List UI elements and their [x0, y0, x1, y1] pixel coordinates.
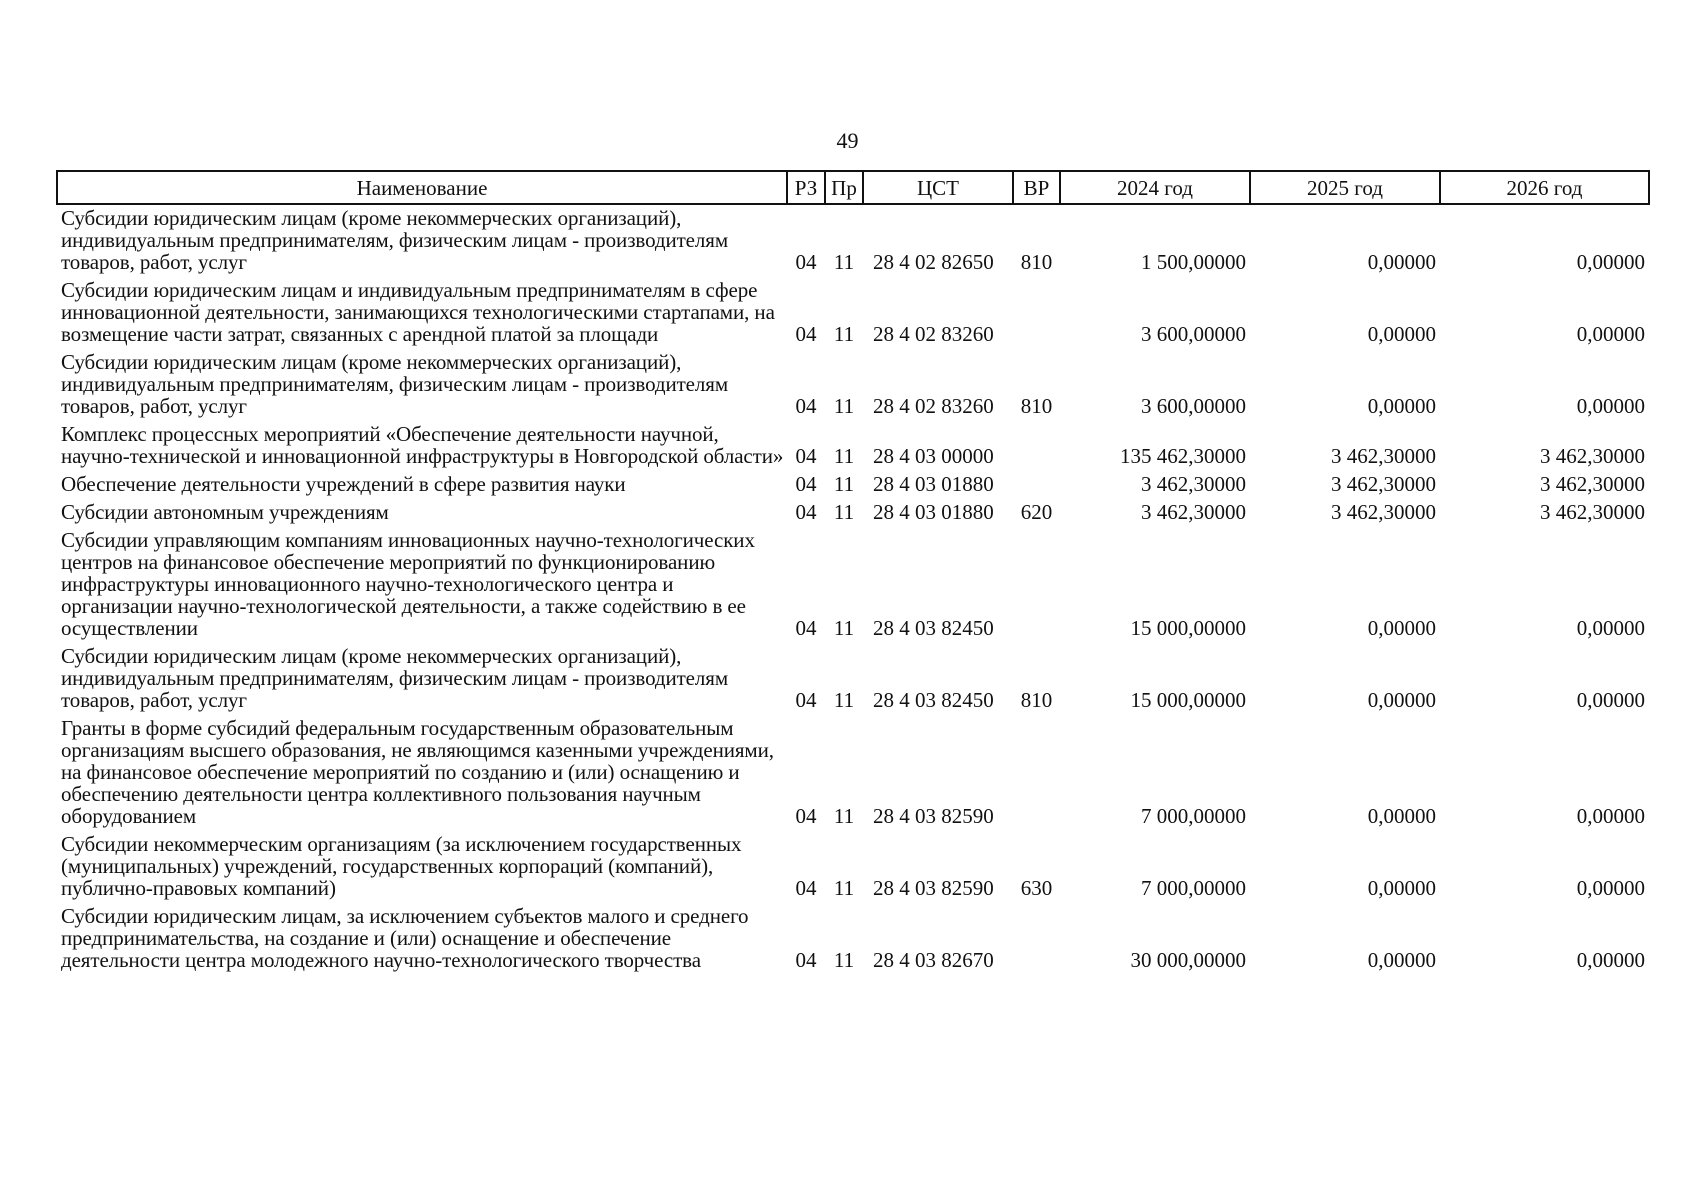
row-2026: 0,00000 [1576, 688, 1645, 712]
row-rz: 04 [795, 688, 817, 712]
row-2026: 3 462,30000 [1540, 444, 1645, 468]
row-pr: 11 [833, 472, 855, 496]
row-2026: 0,00000 [1576, 322, 1645, 346]
table-row [57, 421, 1649, 471]
table-row [57, 499, 1649, 527]
row-pr: 11 [833, 444, 855, 468]
table-row [57, 715, 1649, 831]
row-vr: 630 [1020, 876, 1053, 900]
row-rz: 04 [795, 948, 817, 972]
row-vr [1013, 471, 1060, 499]
row-2026: 0,00000 [1576, 394, 1645, 418]
row-vr [1013, 421, 1060, 471]
row-2024: 7 000,00000 [1141, 804, 1246, 828]
row-2026: 3 462,30000 [1540, 500, 1645, 524]
row-vr [1013, 277, 1060, 349]
header-2024: 2024 год [1060, 171, 1250, 204]
row-cst: 28 4 03 01880 [873, 500, 994, 524]
row-2026: 0,00000 [1576, 250, 1645, 274]
row-cst: 28 4 03 82590 [873, 804, 994, 828]
row-2024: 7 000,00000 [1141, 876, 1246, 900]
row-pr: 11 [833, 500, 855, 524]
row-2025: 0,00000 [1367, 804, 1436, 828]
table-row [57, 903, 1649, 975]
row-name: Субсидии юридическим лицам, за исключением субъектов малого и среднего предпринимательства, на создание и (или) оснащение и обеспечение деятельности центра молодежного научно-технологического творчества [61, 904, 749, 972]
row-2024: 1 500,00000 [1141, 250, 1246, 274]
row-vr [1013, 527, 1060, 643]
table-row [57, 643, 1649, 715]
table-row [57, 471, 1649, 499]
row-vr [1013, 715, 1060, 831]
row-2026: 0,00000 [1576, 948, 1645, 972]
row-cst: 28 4 03 01880 [873, 472, 994, 496]
row-name: Субсидии управляющим компаниям инновационных научно-технологических центров на финансовое обеспечение мероприятий по функционированию инфраструктуры инновационного научно-технологического центра и организации научно-технологической деятельности, а также содействию в ее осуществлении [61, 528, 755, 640]
table-row [57, 204, 1649, 277]
row-rz: 04 [795, 444, 817, 468]
table-body [57, 204, 1649, 975]
row-pr: 11 [833, 250, 855, 274]
row-cst: 28 4 03 82590 [873, 876, 994, 900]
row-2025: 3 462,30000 [1331, 444, 1436, 468]
row-name: Субсидии юридическим лицам (кроме некоммерческих организаций), индивидуальным предпринимателям, физическим лицам - производителям товаров, работ, услуг [61, 644, 729, 712]
row-vr: 620 [1020, 500, 1053, 524]
row-2025: 0,00000 [1367, 322, 1436, 346]
row-name: Субсидии юридическим лицам (кроме некоммерческих организаций), индивидуальным предпринимателям, физическим лицам - производителям товаров, работ, услуг [61, 350, 729, 418]
row-2025: 0,00000 [1367, 394, 1436, 418]
row-name: Субсидии юридическим лицам (кроме некоммерческих организаций), индивидуальным предпринимателям, физическим лицам - производителям товаров, работ, услуг [61, 206, 729, 274]
page-number: 49 [836, 128, 859, 153]
row-rz: 04 [795, 616, 817, 640]
row-2025: 0,00000 [1367, 616, 1436, 640]
row-2025: 0,00000 [1367, 948, 1436, 972]
row-pr: 11 [833, 688, 855, 712]
header-vr: ВР [1013, 171, 1060, 204]
row-2025: 3 462,30000 [1331, 500, 1436, 524]
row-rz: 04 [795, 322, 817, 346]
table-row [57, 527, 1649, 643]
header-pr: Пр [825, 171, 863, 204]
row-rz: 04 [795, 876, 817, 900]
row-2024: 3 462,30000 [1141, 500, 1246, 524]
row-vr: 810 [1020, 250, 1053, 274]
row-rz: 04 [795, 804, 817, 828]
row-vr [1013, 903, 1060, 975]
row-pr: 11 [833, 948, 855, 972]
row-2024: 135 462,30000 [1120, 444, 1246, 468]
row-pr: 11 [833, 876, 855, 900]
row-rz: 04 [795, 472, 817, 496]
row-cst: 28 4 02 83260 [873, 322, 994, 346]
row-2024: 3 462,30000 [1141, 472, 1246, 496]
row-pr: 11 [833, 804, 855, 828]
row-name: Субсидии некоммерческим организациям (за исключением государственных (муниципальных) учреждений, государственных корпораций (компаний), публично-правовых компаний) [61, 832, 742, 900]
header-2026: 2026 год [1440, 171, 1649, 204]
row-2025: 3 462,30000 [1331, 472, 1436, 496]
table-row [57, 831, 1649, 903]
header-rz: РЗ [787, 171, 825, 204]
row-2025: 0,00000 [1367, 250, 1436, 274]
row-name: Комплекс процессных мероприятий «Обеспечение деятельности научной, научно-технической и инновационной инфраструктуры в Новгородской области» [61, 422, 784, 468]
header-2025: 2025 год [1250, 171, 1440, 204]
row-2026: 0,00000 [1576, 804, 1645, 828]
row-cst: 28 4 02 83260 [873, 394, 994, 418]
row-rz: 04 [795, 394, 817, 418]
row-name: Субсидии юридическим лицам и индивидуальным предпринимателям в сфере инновационной деятельности, занимающихся технологическими стартапами, на возмещение части затрат, связанных с арендной платой за площади [61, 278, 775, 346]
row-2024: 15 000,00000 [1130, 616, 1246, 640]
row-name: Обеспечение деятельности учреждений в сфере развития науки [61, 472, 626, 496]
row-rz: 04 [795, 500, 817, 524]
row-2026: 0,00000 [1576, 616, 1645, 640]
table-row [57, 349, 1649, 421]
row-rz: 04 [795, 250, 817, 274]
header-cst: ЦСТ [863, 171, 1013, 204]
row-2026: 3 462,30000 [1540, 472, 1645, 496]
row-cst: 28 4 03 82450 [873, 688, 994, 712]
table-header [57, 171, 1649, 204]
table-row [57, 277, 1649, 349]
row-cst: 28 4 02 82650 [873, 250, 994, 274]
row-vr: 810 [1020, 394, 1053, 418]
row-name: Гранты в форме субсидий федеральным государственным образовательным организациям высшего образования, не являющимся казенными учреждениями, на финансовое обеспечение мероприятий по созданию и (или) оснащению и обеспечению деятельности центра коллективного пользования научным оборудованием [61, 716, 774, 828]
row-2024: 3 600,00000 [1141, 322, 1246, 346]
row-2024: 15 000,00000 [1130, 688, 1246, 712]
row-pr: 11 [833, 616, 855, 640]
row-cst: 28 4 03 00000 [873, 444, 994, 468]
row-pr: 11 [833, 322, 855, 346]
row-cst: 28 4 03 82450 [873, 616, 994, 640]
row-vr: 810 [1020, 688, 1053, 712]
row-pr: 11 [833, 394, 855, 418]
row-2026: 0,00000 [1576, 876, 1645, 900]
header-name: Наименование [57, 171, 787, 204]
row-2024: 3 600,00000 [1141, 394, 1246, 418]
row-name: Субсидии автономным учреждениям [61, 500, 389, 524]
row-2025: 0,00000 [1367, 688, 1436, 712]
row-cst: 28 4 03 82670 [873, 948, 994, 972]
budget-table [56, 170, 1650, 975]
row-2024: 30 000,00000 [1130, 948, 1246, 972]
row-2025: 0,00000 [1367, 876, 1436, 900]
